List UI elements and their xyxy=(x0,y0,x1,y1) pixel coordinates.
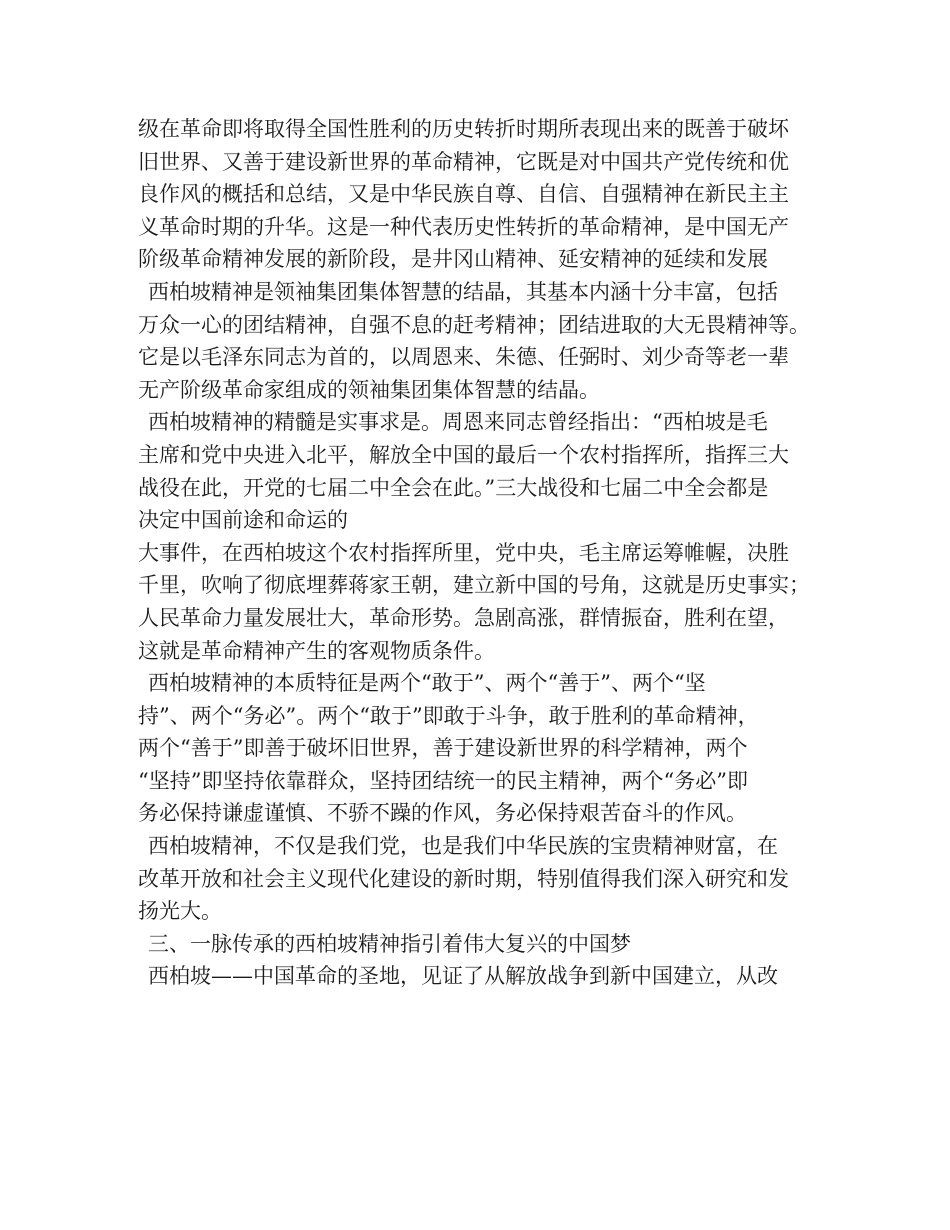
text-line: 持”、两个“务必”。两个“敢于”即敢于斗争，敢于胜利的革命精神， xyxy=(138,703,759,728)
text-line: 这就是革命精神产生的客观物质条件。 xyxy=(138,638,495,663)
text-line: “坚持”即坚持依靠群众，坚持团结统一的民主精神，两个“务必”即 xyxy=(138,768,748,793)
text-line: 人民革命力量发展壮大，革命形势。急剧高涨，群情振奋，胜利在望， xyxy=(138,605,789,630)
text-line: 义革命时期的升华。这是一种代表历史性转折的革命精神，是中国无产 xyxy=(138,214,789,239)
paragraph-start-line: 西柏坡精神的本质特征是两个“敢于”、两个“善于”、两个“坚 xyxy=(148,671,706,696)
text-line: 改革开放和社会主义现代化建设的新时期，特别值得我们深入研究和发 xyxy=(138,866,789,891)
text-line: 扬光大。 xyxy=(138,899,222,924)
paragraph-start-line: 西柏坡——中国革命的圣地，见证了从解放战争到新中国建立，从改 xyxy=(148,964,778,989)
text-line: 主席和党中央进入北平，解放全中国的最后一个农村指挥所，指挥三大 xyxy=(138,442,789,467)
document-body xyxy=(138,113,828,993)
text-line: 战役在此，开党的七届二中全会在此。”三大战役和七届二中全会都是 xyxy=(138,475,769,500)
text-line: 万众一心的团结精神，自强不息的赶考精神；团结进取的大无畏精神等。 xyxy=(138,312,810,337)
text-line: 旧世界、又善于建设新世界的革命精神，它既是对中国共产党传统和优 xyxy=(138,149,789,174)
text-line: 阶级革命精神发展的新阶段，是井冈山精神、延安精神的延续和发展 xyxy=(138,247,768,272)
text-line: 级在革命即将取得全国性胜利的历史转折时期所表现出来的既善于破坏 xyxy=(138,117,789,141)
text-line: 良作风的概括和总结，又是中华民族自尊、自信、自强精神在新民主主 xyxy=(138,182,789,207)
text-line: 大事件，在西柏坡这个农村指挥所里，党中央，毛主席运筹帷幄，决胜 xyxy=(138,540,789,565)
paragraph-start-line: 西柏坡精神是领袖集团集体智慧的结晶，其基本内涵十分丰富，包括 xyxy=(148,279,778,304)
paragraph-start-line: 西柏坡精神，不仅是我们党，也是我们中华民族的宝贵精神财富，在 xyxy=(148,834,778,859)
paragraph-start-line: 西柏坡精神的精髓是实事求是。周恩来同志曾经指出：“西柏坡是毛 xyxy=(148,410,768,435)
section-heading: 三、一脉传承的西柏坡精神指引着伟大复兴的中国梦 xyxy=(148,931,631,956)
text-line: 它是以毛泽东同志为首的，以周恩来、朱德、任弼时、刘少奇等老一辈 xyxy=(138,345,789,370)
text-line: 两个“善于”即善于破坏旧世界，善于建设新世界的科学精神，两个 xyxy=(138,736,748,761)
text-line: 务必保持谦虚谨慎、不骄不躁的作风，务必保持艰苦奋斗的作风。 xyxy=(138,801,747,826)
text-line: 千里，吹响了彻底埋葬蒋家王朝，建立新中国的号角，这就是历史事实； xyxy=(138,573,810,598)
text-line: 决定中国前途和命运的 xyxy=(138,508,348,533)
text-line: 无产阶级革命家组成的领袖集团集体智慧的结晶。 xyxy=(138,377,600,402)
